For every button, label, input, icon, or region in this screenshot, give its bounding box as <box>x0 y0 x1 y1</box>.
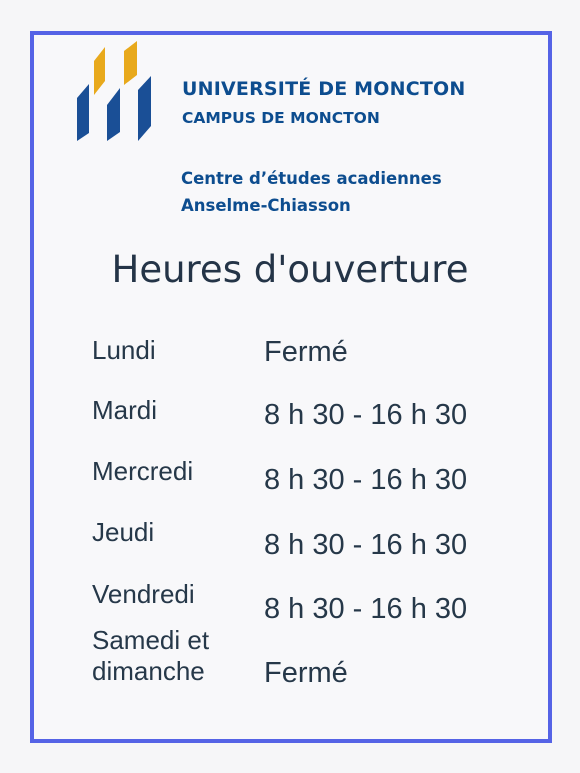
centre-name-line1: Centre d’études acadiennes <box>181 169 442 188</box>
schedule-hours-tuesday: 8 h 30 - 16 h 30 <box>264 399 468 431</box>
schedule-hours-weekend: Fermé <box>264 657 348 689</box>
centre-name-line2: Anselme-Chiasson <box>181 196 351 215</box>
schedule-hours-friday: 8 h 30 - 16 h 30 <box>264 593 468 625</box>
schedule-day-monday: Lundi <box>92 335 156 365</box>
schedule-hours-wednesday: 8 h 30 - 16 h 30 <box>264 464 468 496</box>
campus-name: CAMPUS DE MONCTON <box>182 109 380 127</box>
schedule-hours-monday: Fermé <box>264 336 348 368</box>
schedule-day-weekend: Samedi et dimanche <box>92 625 210 686</box>
schedule-day-friday: Vendredi <box>92 579 195 609</box>
university-name: UNIVERSITÉ DE MONCTON <box>182 78 466 100</box>
university-logo-icon <box>75 40 155 144</box>
schedule-day-wednesday: Mercredi <box>92 456 194 486</box>
schedule-hours-thursday: 8 h 30 - 16 h 30 <box>264 529 468 561</box>
schedule-day-tuesday: Mardi <box>92 395 158 425</box>
schedule-day-thursday: Jeudi <box>92 517 155 547</box>
page-title: Heures d'ouverture <box>111 248 469 291</box>
